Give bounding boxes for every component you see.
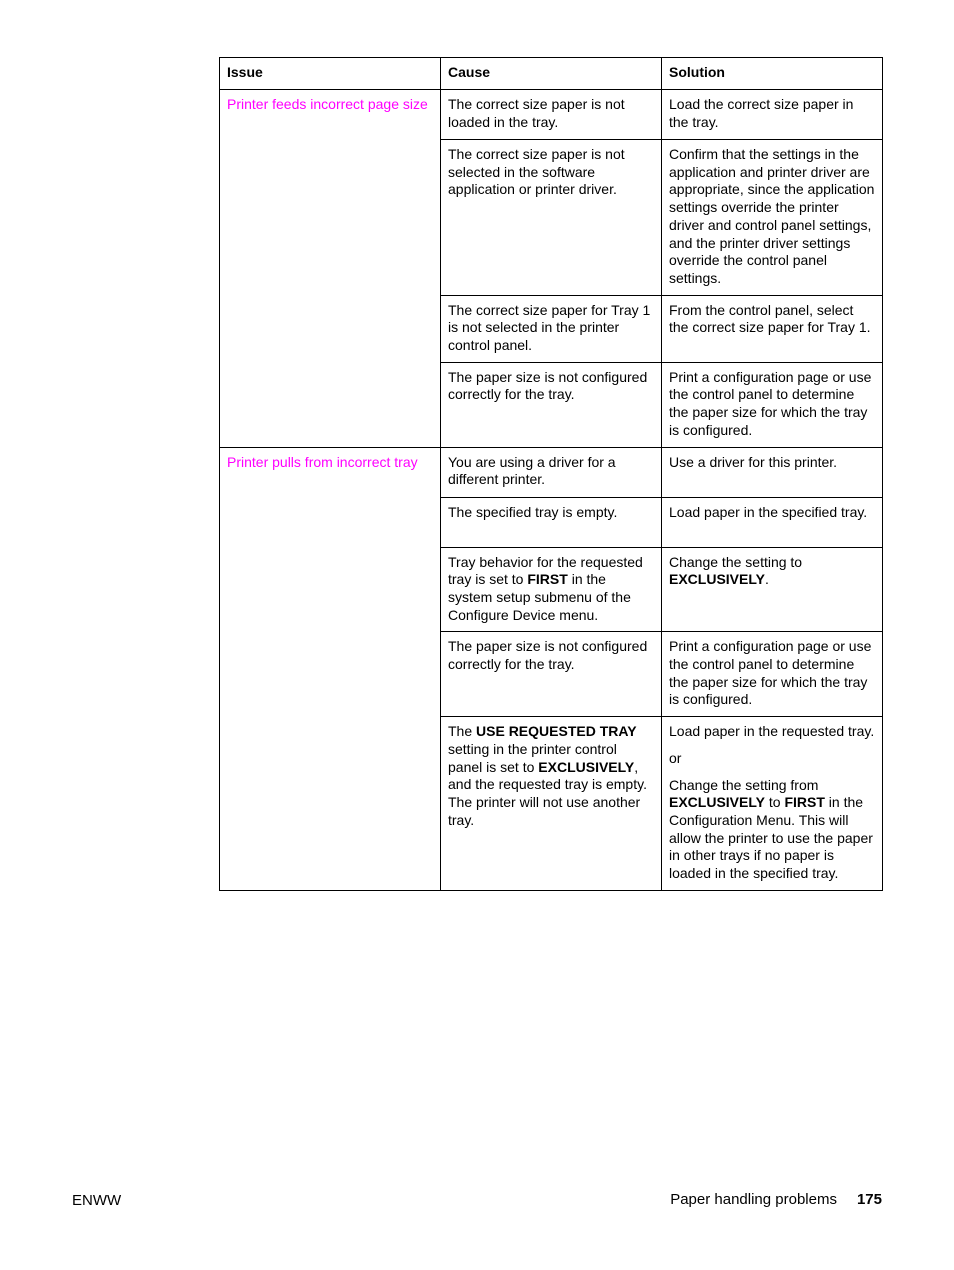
- cause-cell: The paper size is not configured correctly for the tray.: [441, 632, 662, 717]
- cause-cell: The correct size paper is not loaded in the tray.: [441, 90, 662, 140]
- cause-cell: The specified tray is empty.: [441, 497, 662, 547]
- page-number: 175: [856, 1191, 882, 1208]
- solution-cell: Print a configuration page or use the control panel to determine the paper size for which the tray is configured.: [662, 632, 883, 717]
- solution-text: .: [764, 571, 769, 588]
- header-issue: Issue: [220, 58, 441, 90]
- cause-text: in the system setup submenu of the Configure Device menu.: [448, 571, 631, 623]
- cause-cell: [441, 717, 662, 891]
- cause-cell: The paper size is not configured correctly for the tray.: [441, 362, 662, 447]
- issue-link-incorrect-tray[interactable]: Printer pulls from incorrect tray: [227, 453, 418, 470]
- setting-value-first: FIRST: [527, 571, 568, 588]
- cause-text: The: [448, 723, 477, 740]
- solution-cell: [662, 717, 883, 891]
- header-cause: Cause: [441, 58, 662, 90]
- setting-value-exclusively: EXCLUSIVELY: [669, 794, 765, 811]
- issue-cell: [220, 447, 441, 890]
- cause-cell: The correct size paper is not selected in the software application or printer driver.: [441, 140, 662, 296]
- cause-cell: The correct size paper for Tray 1 is not selected in the printer control panel.: [441, 295, 662, 362]
- table-row: [220, 447, 883, 497]
- cause-text: Tray behavior for the requested tray is set to: [448, 553, 643, 588]
- solution-cell: From the control panel, select the correct size paper for Tray 1.: [662, 295, 883, 362]
- solution-cell: Use a driver for this printer.: [662, 447, 883, 497]
- setting-value-first: FIRST: [784, 794, 825, 811]
- setting-value-exclusively: EXCLUSIVELY: [538, 758, 635, 775]
- solution-cell: Load paper in the specified tray.: [662, 497, 883, 547]
- setting-value-exclusively: EXCLUSIVELY: [669, 571, 765, 588]
- footer-section-title: Paper handling problems: [670, 1191, 837, 1208]
- solution-cell: Confirm that the settings in the application and printer driver are appropriate, since the application settings override the printer driver and control panel settings, and the printer driver settings override the control panel settings.: [662, 140, 883, 296]
- cause-text: setting in the printer control panel is set to: [448, 740, 617, 775]
- solution-text: Change the setting to: [669, 553, 803, 570]
- table-header-row: [220, 58, 883, 90]
- footer-section: [670, 1191, 882, 1208]
- cause-text: , and the requested tray is empty. The printer will not use another tray.: [448, 758, 647, 828]
- setting-name-use-requested-tray: USE REQUESTED TRAY: [476, 723, 637, 740]
- troubleshooting-table: [219, 57, 883, 891]
- solution-text: Change the setting from: [669, 776, 819, 793]
- issue-link-incorrect-page-size[interactable]: Printer feeds incorrect page size: [227, 96, 428, 112]
- cause-cell: You are using a driver for a different printer.: [441, 447, 662, 497]
- header-solution: Solution: [662, 58, 883, 90]
- solution-text: to: [764, 794, 785, 811]
- table-row: [220, 90, 883, 140]
- solution-cell: Load the correct size paper in the tray.: [662, 90, 883, 140]
- solution-paragraph: [669, 777, 875, 883]
- issue-cell: [220, 90, 441, 448]
- footer-doc-id: ENWW: [72, 1192, 122, 1209]
- solution-or: or: [669, 749, 682, 766]
- solution-paragraph: Load paper in the requested tray.: [669, 723, 875, 740]
- solution-cell: Print a configuration page or use the control panel to determine the paper size for which the tray is configured.: [662, 362, 883, 447]
- cause-cell: [441, 547, 662, 632]
- solution-text: in the Configuration Menu. This will allow the printer to use the paper in other trays if no paper is loaded in the specified tray.: [669, 794, 873, 882]
- solution-cell: [662, 547, 883, 632]
